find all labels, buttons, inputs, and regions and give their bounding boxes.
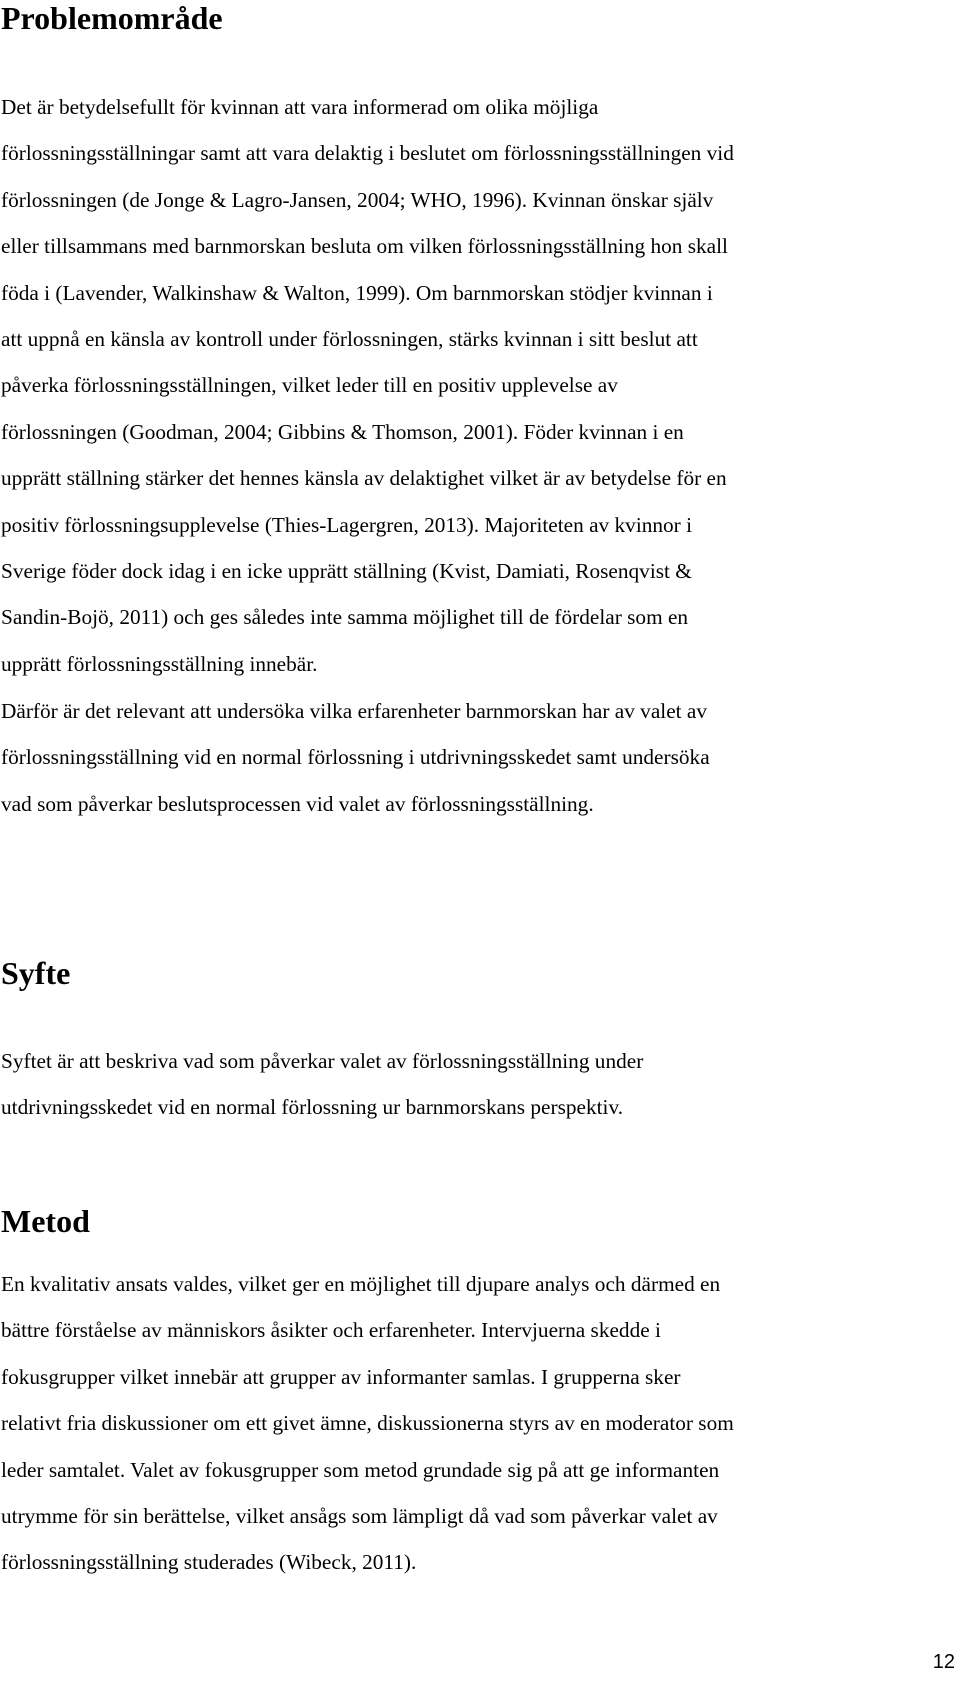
text-line: förlossningen (Goodman, 2004; Gibbins & Thomson, 2001). Föder kvinnan i en (1, 419, 684, 444)
page-number: 12 (932, 1651, 955, 1673)
heading-syfte: Syfte (1, 955, 71, 991)
text-line: fokusgrupper vilket innebär att grupper av informanter samlas. I grupperna sker (1, 1364, 681, 1389)
text-line: leder samtalet. Valet av fokusgrupper som metod grundade sig på att ge informanten (1, 1457, 720, 1482)
text-line: förlossningen (de Jonge & Lagro-Jansen, 2004; WHO, 1996). Kvinnan önskar själv (1, 187, 714, 212)
text-line: utdrivningsskedet vid en normal förlossning ur barnmorskans perspektiv. (1, 1095, 624, 1120)
text-line: upprätt förlossningsställning innebär. (1, 651, 318, 676)
text-line: påverka förlossningsställningen, vilket leder till en positiv upplevelse av (1, 373, 618, 398)
text-line: En kvalitativ ansats valdes, vilket ger en möjlighet till djupare analys och därmed en (1, 1272, 721, 1296)
heading-metod: Metod (1, 1203, 90, 1239)
text-line: bättre förståelse av människors åsikter och erfarenheter. Intervjuerna skedde i (1, 1318, 661, 1343)
text-line: förlossningsställning vid en normal förlossning i utdrivningsskedet samt undersöka (1, 745, 710, 770)
text-line: Syftet är att beskriva vad som påverkar valet av förlossningsställning under (1, 1049, 644, 1073)
paragraph-problem-2 (1, 688, 710, 827)
text-line: att uppnå en känsla av kontroll under förlossningen, stärks kvinnan i sitt beslut att (1, 327, 698, 352)
text-line: eller tillsammans med barnmorskan besluta om vilken förlossningsställning hon skall (1, 234, 728, 259)
text-line: förlossningsställningar samt att vara delaktig i beslutet om förlossningsställningen vid (1, 141, 734, 166)
text-line: upprätt ställning stärker det hennes känsla av delaktighet vilket är av betydelse för en (1, 466, 727, 491)
paragraph-syfte (1, 1038, 643, 1131)
text-line: Det är betydelsefullt för kvinnan att vara informerad om olika möjliga (1, 95, 599, 119)
text-line: relativt fria diskussioner om ett givet ämne, diskussionerna styrs av en moderator som (1, 1411, 734, 1436)
paragraph-metod (1, 1261, 734, 1586)
heading-problemomrade: Problemområde (1, 0, 223, 36)
text-line: Sandin-Bojö, 2011) och ges således inte samma möjlighet till de fördelar som en (1, 605, 689, 630)
text-line: vad som påverkar beslutsprocessen vid valet av förlossningsställning. (1, 791, 594, 816)
text-line: förlossningsställning studerades (Wibeck, 2011). (1, 1550, 417, 1575)
paragraph-problem-1 (1, 84, 734, 687)
text-line: föda i (Lavender, Walkinshaw & Walton, 1999). Om barnmorskan stödjer kvinnan i (1, 280, 713, 305)
text-line: positiv förlossningsupplevelse (Thies-Lagergren, 2013). Majoriteten av kvinnor i (1, 512, 693, 537)
text-line: utrymme för sin berättelse, vilket ansågs som lämpligt då vad som påverkar valet av (1, 1504, 718, 1529)
text-line: Sverige föder dock idag i en icke upprätt ställning (Kvist, Damiati, Rosenqvist & (1, 559, 692, 584)
text-line: Därför är det relevant att undersöka vilka erfarenheter barnmorskan har av valet av (1, 699, 707, 723)
